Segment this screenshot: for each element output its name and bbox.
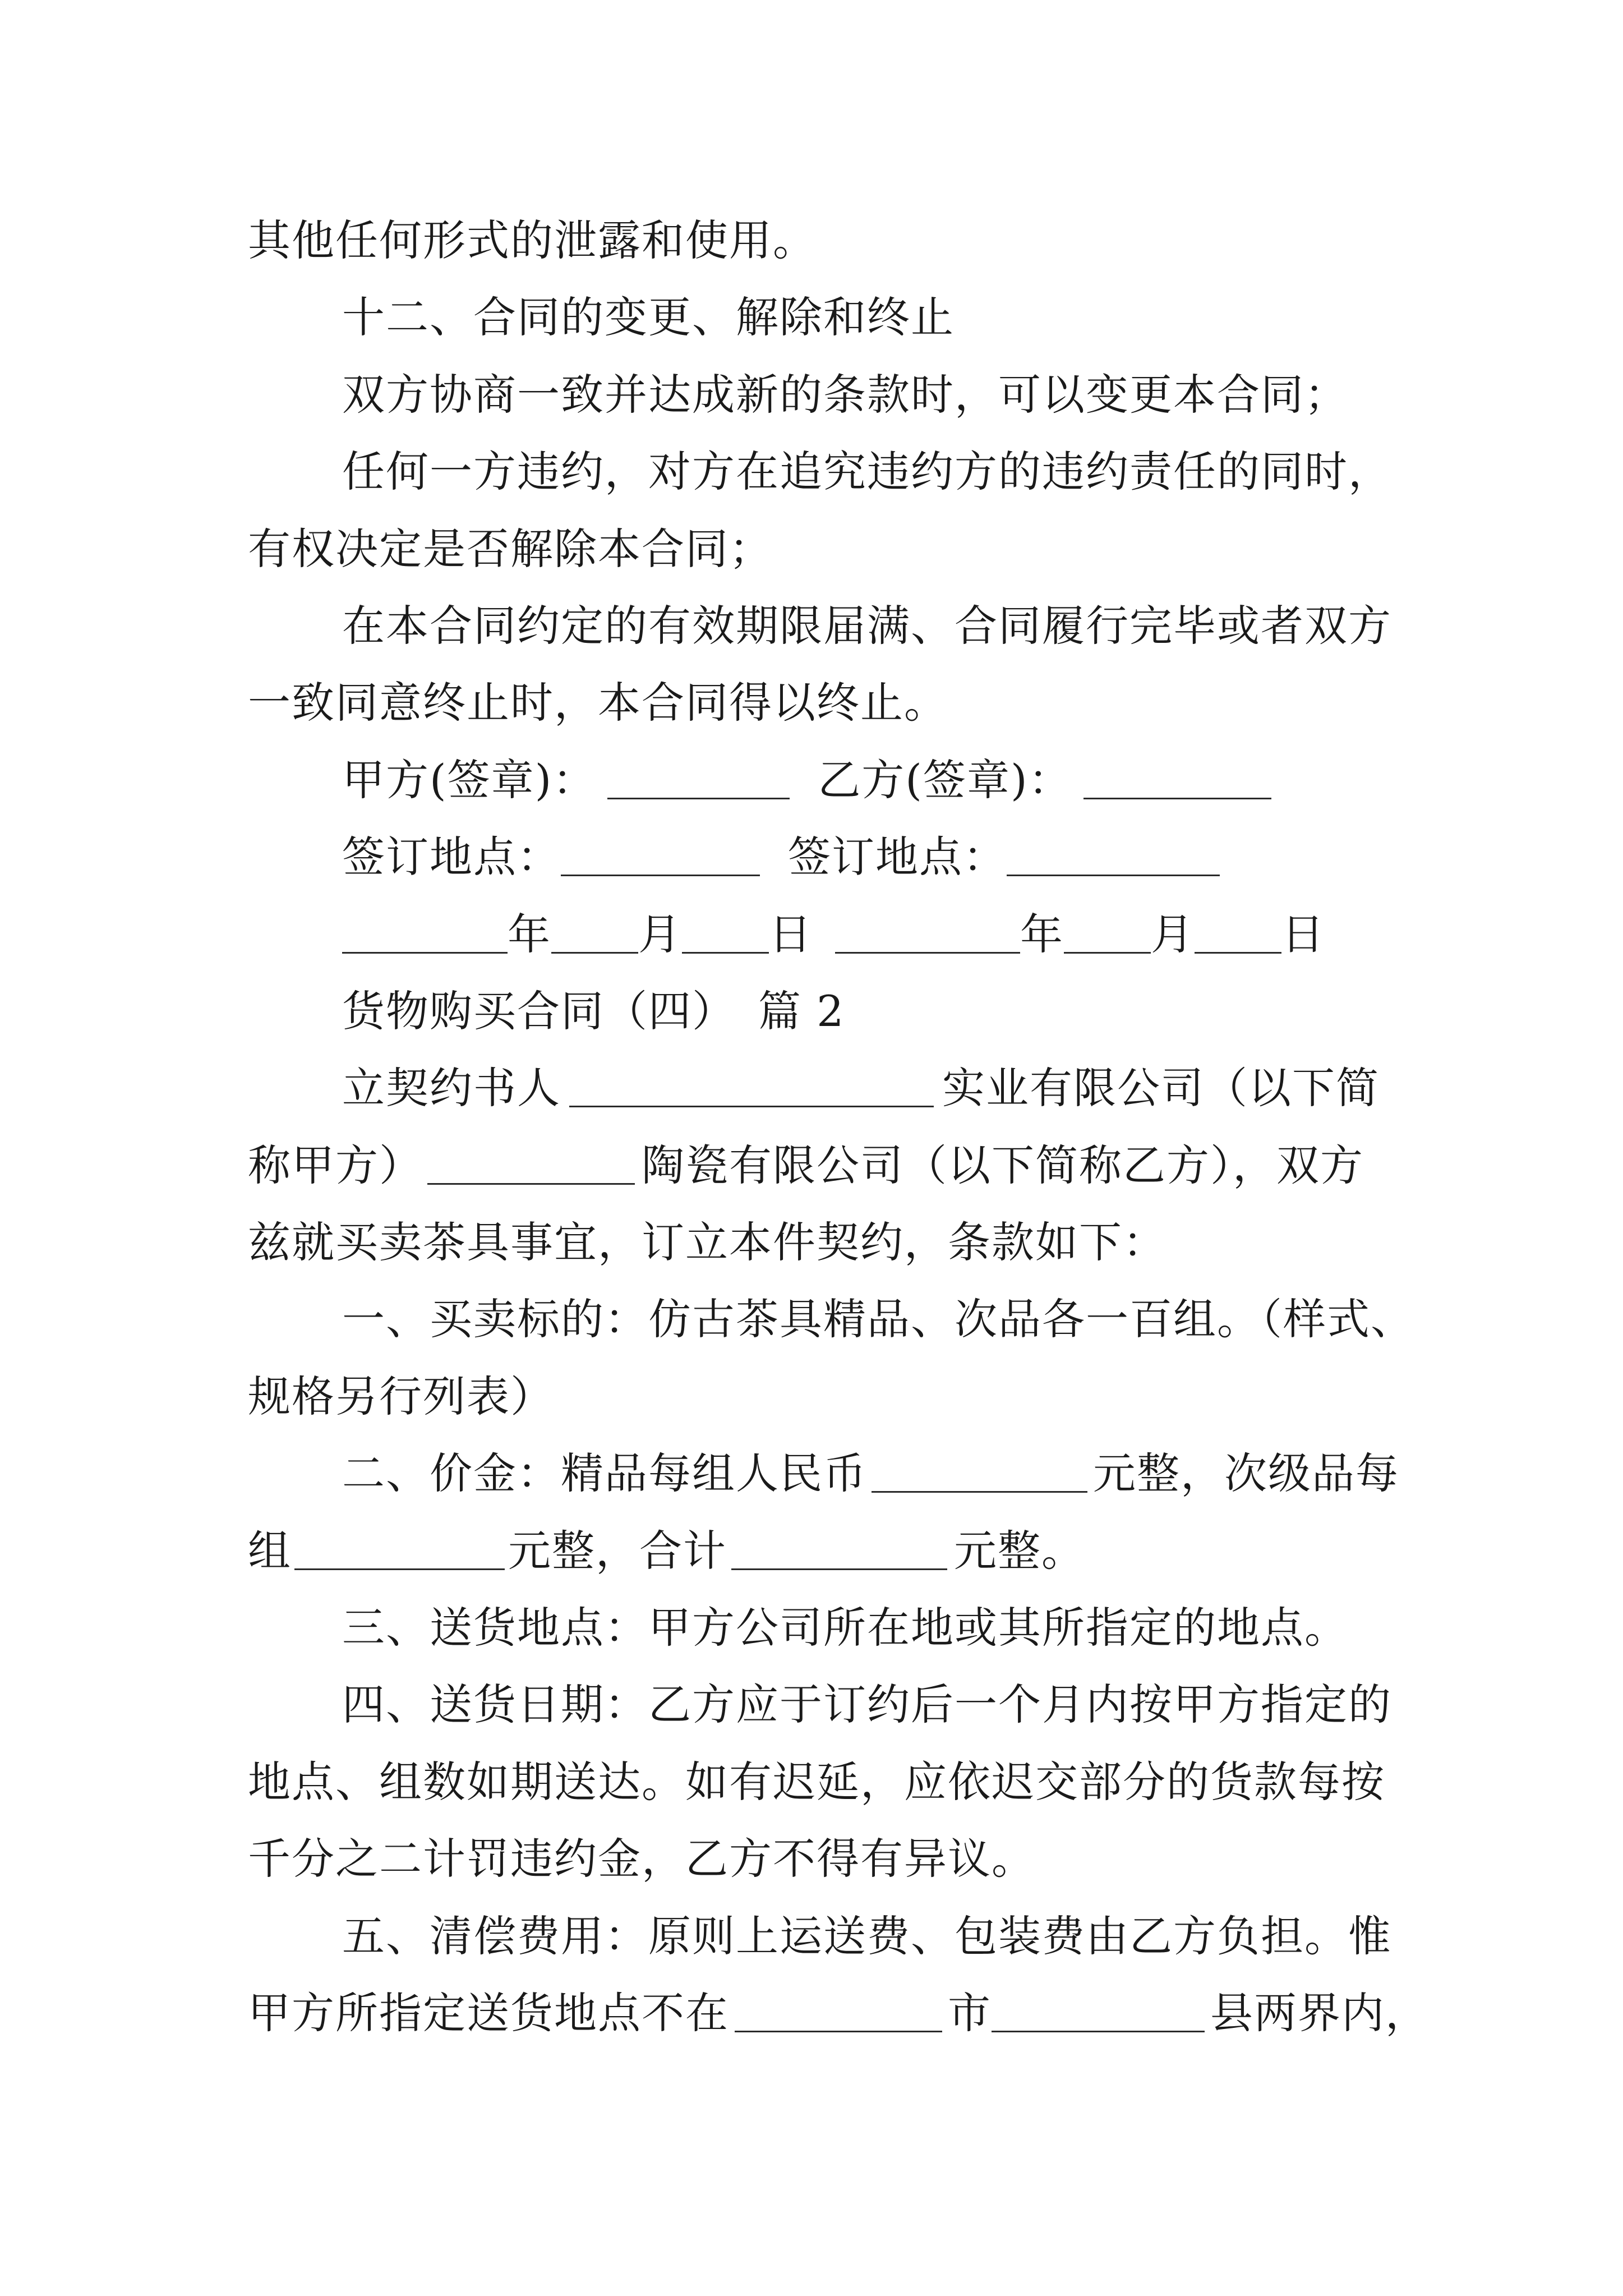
article-1-line-1 <box>248 1281 1538 1358</box>
party-a-alias-text: 称甲方） <box>248 1140 423 1190</box>
date-b-month-blank <box>1064 918 1151 954</box>
date-b-month-label: 月 <box>1151 909 1195 959</box>
line-text: 双方协商一致并达成新的条款时，可以变更本合同； <box>342 369 1348 420</box>
signature-line <box>248 742 1538 818</box>
city-blank <box>735 1997 942 2032</box>
article-5-line-1 <box>248 1898 1538 1975</box>
total-unit-text: 元整。 <box>954 1525 1085 1576</box>
party-a-signature-blank <box>607 764 790 799</box>
county-label: 县两界内， <box>1210 1987 1429 2038</box>
line-text: 其他任何形式的泄露和使用。 <box>248 215 817 265</box>
signing-place-b-blank <box>1007 841 1220 876</box>
date-a-day-label: 日 <box>769 909 813 959</box>
line-text: 三、送货地点：甲方公司所在地或其所指定的地点。 <box>342 1603 1348 1653</box>
clause-12-1-line <box>248 356 1538 433</box>
clause-12-2-line-1 <box>248 433 1538 510</box>
line-text: 在本合同约定的有效期限届满、合同履行完毕或者双方 <box>342 600 1392 651</box>
line-text: 十二、合同的变更、解除和终止 <box>342 292 955 343</box>
date-b-day-blank <box>1195 918 1281 954</box>
article-4-line-1 <box>248 1666 1538 1743</box>
article-4-line-3 <box>248 1820 1538 1897</box>
total-blank <box>731 1535 947 1570</box>
article-3-line <box>248 1589 1538 1666</box>
price-premium-text: 二、价金：精品每组人民币 <box>342 1448 867 1499</box>
article-1-line-2 <box>248 1358 1538 1435</box>
document-body <box>248 202 1538 2051</box>
clause-12-3-line-2 <box>248 664 1538 741</box>
line-text: 货物购买合同（四） 篇 2 <box>342 986 845 1036</box>
clause-12-2-line-2 <box>248 510 1538 587</box>
price-premium-blank <box>872 1457 1087 1493</box>
delivery-boundary-text: 甲方所指定送货地点不在 <box>248 1987 729 2038</box>
contractor-intro-text: 立契约书人 <box>342 1063 561 1114</box>
party-b-alias-text: 陶瓷有限公司（以下简称乙方），双方 <box>642 1140 1364 1190</box>
ceramics-company-blank <box>427 1149 635 1185</box>
preamble-line-1 <box>248 1050 1538 1126</box>
date-a-year-blank <box>342 918 508 954</box>
price-secondary-unit-text: 组 <box>248 1525 292 1576</box>
article-2-line-2 <box>248 1512 1538 1589</box>
line-text: 地点、组数如期送达。如有迟延，应依迟交部分的货款每按 <box>248 1756 1385 1807</box>
preamble-line-2 <box>248 1127 1538 1204</box>
total-label: 元整，合计 <box>508 1525 727 1576</box>
party-b-signature-label: 乙方(签章)： <box>818 754 1072 805</box>
section-12-heading <box>248 279 1538 356</box>
date-a-year-label: 年 <box>508 909 551 959</box>
signing-place-b-label: 签订地点： <box>788 832 1007 882</box>
date-b-year-blank <box>835 918 1020 954</box>
date-b-year-label: 年 <box>1020 909 1064 959</box>
preamble-line-3 <box>248 1204 1538 1281</box>
date-a-month-label: 月 <box>638 909 682 959</box>
company-suffix-text: 实业有限公司（以下简 <box>942 1063 1380 1114</box>
clause-11-closing-line <box>248 202 1538 279</box>
signing-date-line <box>248 896 1538 973</box>
party-a-signature-label: 甲方(签章)： <box>342 754 597 805</box>
line-text: 五、清偿费用：原则上运送费、包装费由乙方负担。惟 <box>342 1911 1392 1961</box>
article-5-line-2 <box>248 1975 1538 2051</box>
line-text: 一、买卖标的：仿古茶具精品、次品各一百组。（样式、 <box>342 1294 1414 1345</box>
signing-place-line <box>248 818 1538 895</box>
clause-12-3-line-1 <box>248 587 1538 664</box>
date-a-month-blank <box>551 918 638 954</box>
line-text: 兹就买卖茶具事宜，订立本件契约，条款如下： <box>248 1217 1166 1268</box>
line-text: 千分之二计罚违约金，乙方不得有异议。 <box>248 1834 1035 1884</box>
article-4-line-2 <box>248 1743 1538 1820</box>
signing-place-a-blank <box>561 841 760 876</box>
date-a-day-blank <box>682 918 769 954</box>
price-secondary-text: 元整，次级品每 <box>1093 1448 1399 1499</box>
city-label: 市 <box>948 1987 992 2038</box>
company-name-blank <box>569 1072 934 1107</box>
line-text: 有权决定是否解除本合同； <box>248 523 773 574</box>
line-text: 规格另行列表） <box>248 1371 554 1421</box>
contract-title <box>248 973 1538 1050</box>
county-blank <box>992 1997 1205 2032</box>
line-text: 任何一方违约，对方在追究违约方的违约责任的同时， <box>342 447 1392 497</box>
date-b-day-label: 日 <box>1281 909 1325 959</box>
price-secondary-blank <box>294 1535 505 1570</box>
signing-place-a-label: 签订地点： <box>342 832 561 882</box>
line-text: 四、送货日期：乙方应于订约后一个月内按甲方指定的 <box>342 1680 1392 1730</box>
article-2-line-1 <box>248 1435 1538 1512</box>
party-b-signature-blank <box>1083 764 1271 799</box>
line-text: 一致同意终止时，本合同得以终止。 <box>248 678 948 728</box>
